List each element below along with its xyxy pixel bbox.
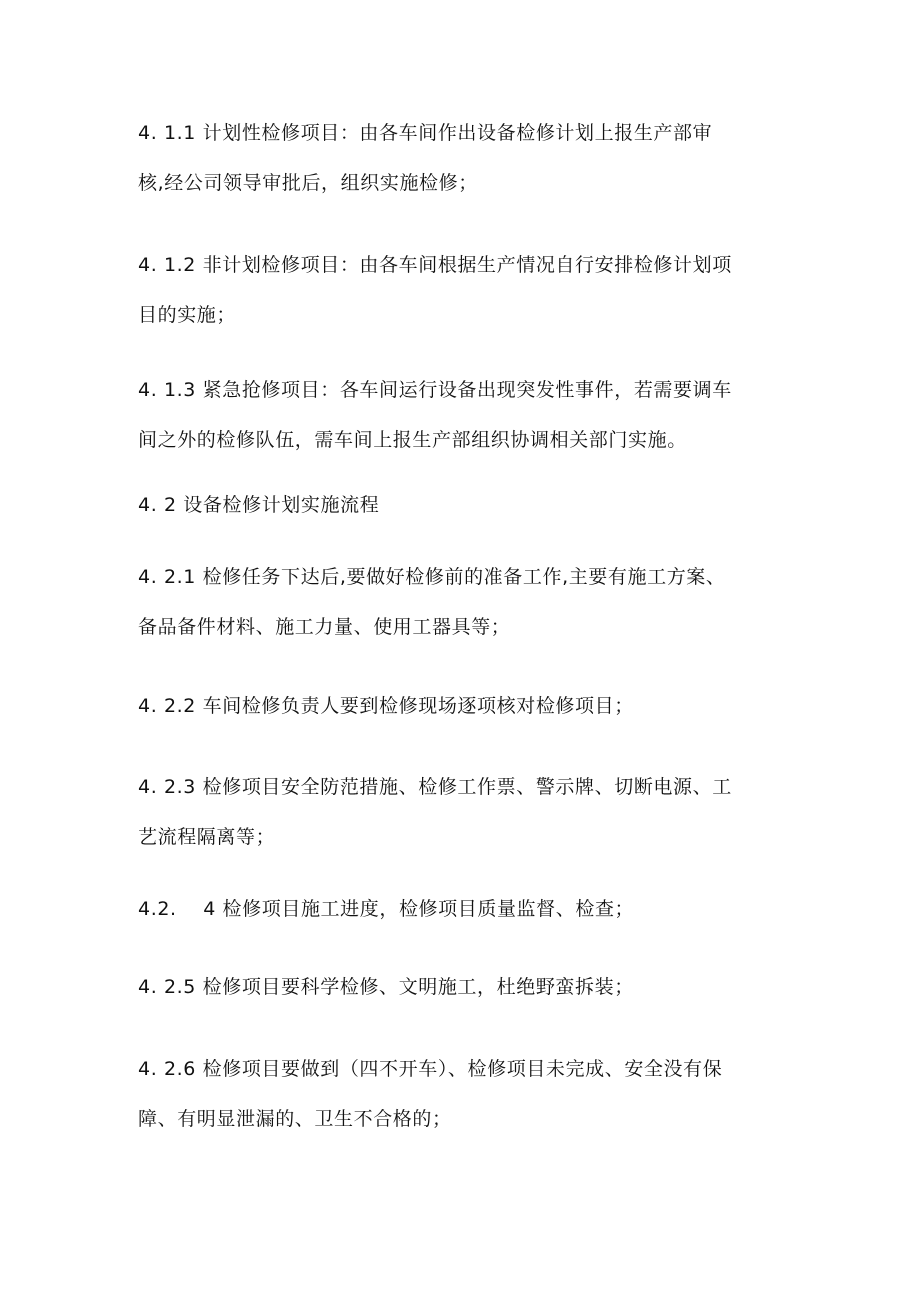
paragraph-line: 障、有明显泄漏的、卫生不合格的； [138,1108,452,1130]
paragraph-4-1-1 [138,108,798,208]
paragraph-4-2-6 [138,1044,798,1144]
paragraph-text: 检修项目安全防范措施、检修工作票、警示牌、切断电源、工 [202,776,732,798]
paragraph-text: 非计划检修项目：由各车间根据生产情况自行安排检修计划项 [202,254,732,276]
section-number: 4. 1.3 [138,379,196,401]
section-number: 4. 2.6 [138,1058,196,1080]
section-number: 4. 2 [138,494,177,516]
section-number: 4.2. 4 [138,898,216,920]
paragraph-text: 车间检修负责人要到检修现场逐项核对检修项目； [202,695,634,717]
paragraph-text: 计划性检修项目：由各车间作出设备检修计划上报生产部审 [202,122,713,144]
paragraph-line: 目的实施； [138,304,237,326]
section-number: 4. 2.1 [138,566,196,588]
paragraph-4-2-5 [138,962,798,1012]
paragraph-text: 检修项目要科学检修、文明施工，杜绝野蛮拆装； [202,976,634,998]
paragraph-line: 核,经公司领导审批后，组织实施检修； [138,172,478,194]
paragraph-text: 检修任务下达后,要做好检修前的准备工作,主要有施工方案、 [202,566,726,588]
paragraph-text: 检修项目要做到（四不开车）、检修项目未完成、安全没有保 [202,1058,723,1080]
paragraph-line [138,365,798,415]
paragraph-line [138,884,798,934]
section-number: 4. 2.3 [138,776,196,798]
paragraph-line [138,480,798,530]
paragraph-text: 设备检修计划实施流程 [183,494,380,516]
paragraph-line [138,552,798,602]
paragraph-4-1-2 [138,240,798,340]
paragraph-line [138,240,798,290]
paragraph-4-2-2 [138,681,798,731]
paragraph-4-1-3 [138,365,798,465]
paragraph-4-2-3 [138,762,798,862]
section-number: 4. 1.1 [138,122,196,144]
paragraph-line [138,108,798,158]
paragraph-line [138,762,798,812]
section-number: 4. 2.5 [138,976,196,998]
paragraph-text: 紧急抢修项目：各车间运行设备出现突发性事件，若需要调车 [202,379,732,401]
section-number: 4. 1.2 [138,254,196,276]
paragraph-4-2-1 [138,552,798,652]
paragraph-line [138,1044,798,1094]
paragraph-line: 备品备件材料、施工力量、使用工器具等； [138,616,511,638]
paragraph-line [138,681,798,731]
paragraph-4-2-4 [138,884,798,934]
section-number: 4. 2.2 [138,695,196,717]
paragraph-line: 间之外的检修队伍，需车间上报生产部组织协调相关部门实施。 [138,429,687,451]
paragraph-line [138,962,798,1012]
paragraph-text: 检修项目施工进度，检修项目质量监督、检查； [222,898,635,920]
paragraph-line: 艺流程隔离等； [138,826,276,848]
section-heading-4-2 [138,480,798,530]
